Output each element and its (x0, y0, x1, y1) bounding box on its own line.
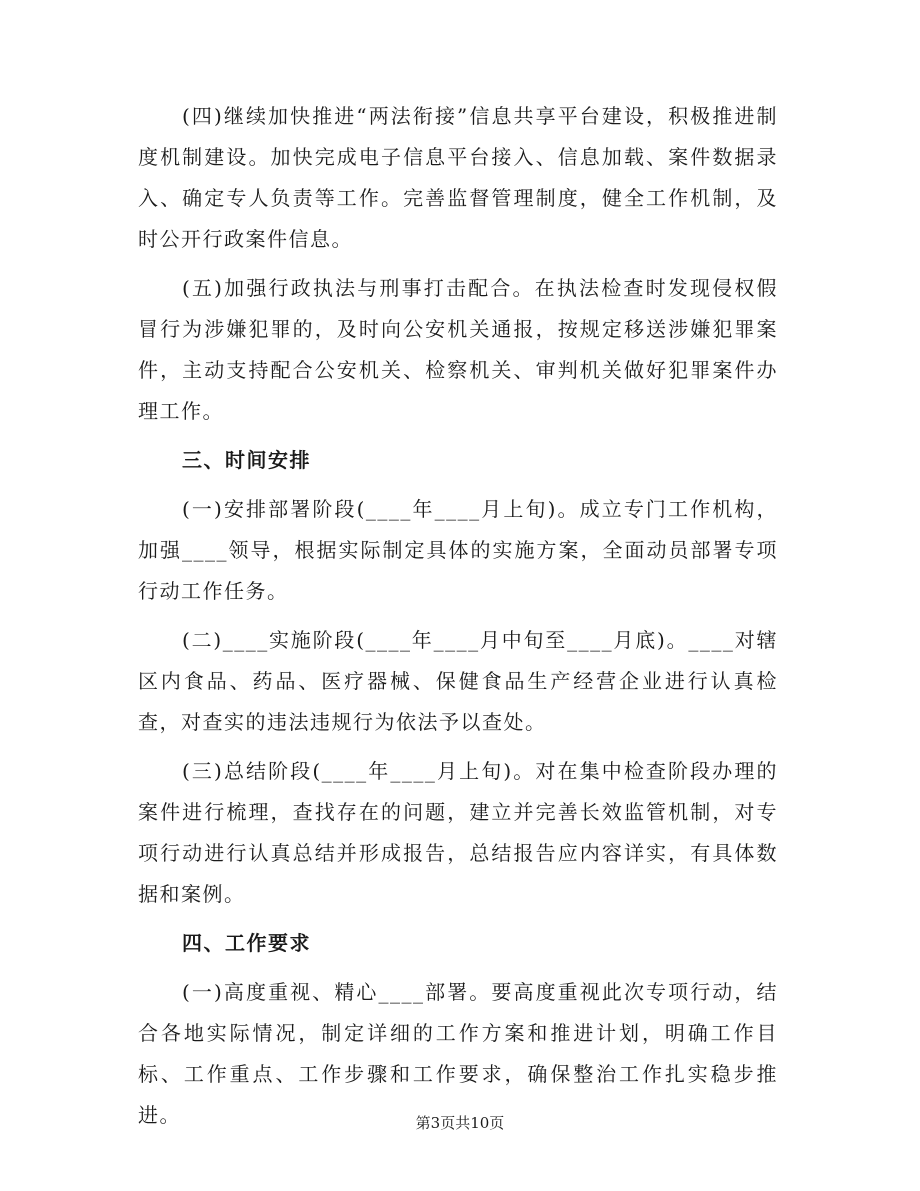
paragraph-implementation-stage: (二)____实施阶段(____年____月中旬至____月底)。____对辖区内食品、药品、医疗器械、保健食品生产经营企业进行认真检查，对查实的违法违规行为依法予以查处。 (138, 628, 778, 734)
section-heading-requirements: 四、工作要求 (182, 931, 311, 955)
page-number-footer: 第3页共10页 (415, 1114, 505, 1132)
paragraph-deployment-stage: (一)安排部署阶段(____年____月上旬)。成立专门工作机构，加强____领导，根据实际制定具体的实施方案，全面动员部署专项行动工作任务。 (138, 497, 778, 603)
paragraph-high-priority: (一)高度重视、精心____部署。要高度重视此次专项行动，结合各地实际情况，制定详细的工作方案和推进计划，明确工作目标、工作重点、工作步骤和工作要求，确保整治工作扎实稳步推进。 (138, 980, 778, 1127)
section-heading-schedule: 三、时间安排 (182, 448, 311, 472)
document-body (138, 96, 778, 1144)
paragraph-enforcement-cooperation: (五)加强行政执法与刑事打击配合。在执法检查时发现侵权假冒行为涉嫌犯罪的，及时向公安机关通报，按规定移送涉嫌犯罪案件，主动支持配合公安机关、检察机关、审判机关做好犯罪案件办理工作。 (138, 276, 778, 423)
paragraph-platform-construction: (四)继续加快推进“两法衔接”信息共享平台建设，积极推进制度机制建设。加快完成电子信息平台接入、信息加载、案件数据录入、确定专人负责等工作。完善监督管理制度，健全工作机制，及时公开行政案件信息。 (138, 104, 778, 251)
paragraph-summary-stage: (三)总结阶段(____年____月上旬)。对在集中检查阶段办理的案件进行梳理，查找存在的问题，建立并完善长效监管机制，对专项行动进行认真总结并形成报告，总结报告应内容详实，有具体数据和案例。 (138, 759, 778, 906)
